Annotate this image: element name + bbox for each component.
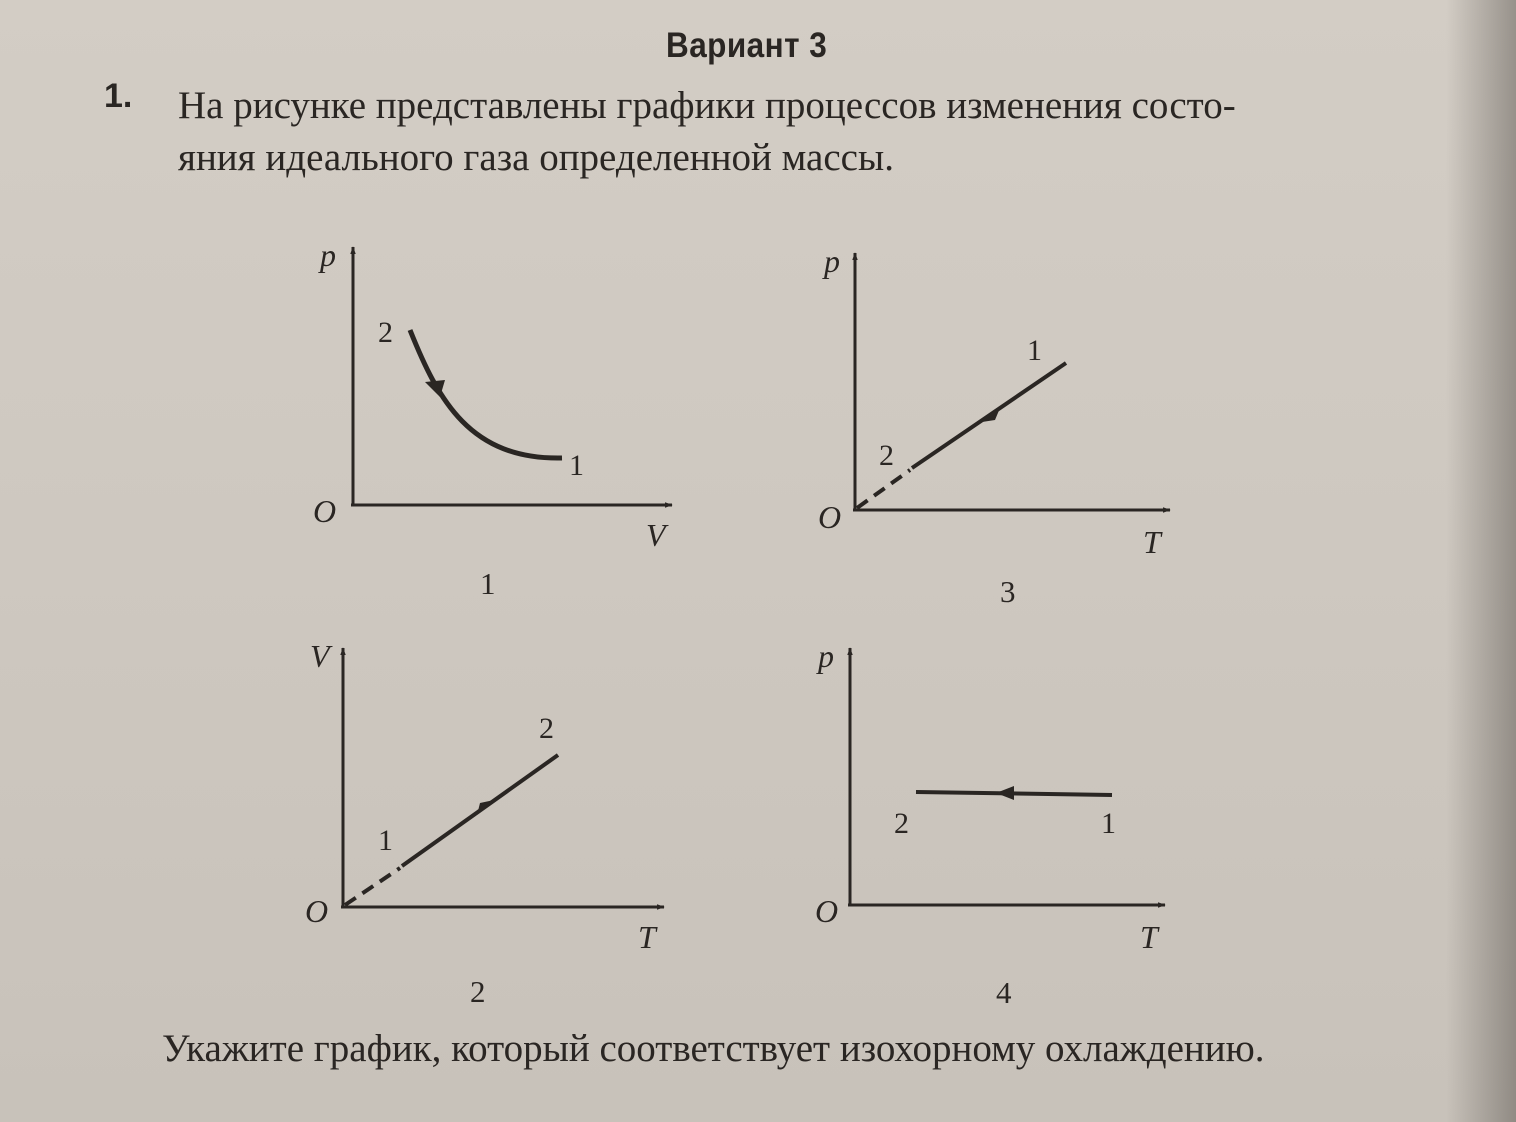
graph-4-direction-arrow	[996, 786, 1014, 800]
graph-3-x-label: T	[1143, 524, 1161, 560]
graph-1-curve	[410, 330, 562, 458]
task-statement-line-2: яния идеального газа определенной массы.	[178, 136, 894, 179]
graph-4-point-start-label: 1	[1101, 807, 1116, 840]
graph-4-origin-label: O	[815, 893, 839, 929]
question-text: Укажите график, который соответствует изохорному охлаждению.	[162, 1027, 1265, 1070]
task-number: 1.	[104, 77, 133, 115]
graph-1-x-label: V	[646, 517, 666, 553]
graph-3-caption: 3	[1000, 574, 1016, 609]
graph-4-y-label: p	[818, 638, 834, 674]
graph-1-origin-label: O	[313, 493, 337, 529]
graph-4-x-label: T	[1140, 919, 1158, 955]
graph-3-y-label: p	[824, 243, 840, 279]
graph-2-point-start-label: 1	[378, 824, 393, 857]
graph-2-origin-label: O	[305, 893, 329, 929]
graph-4-point-end-label: 2	[894, 807, 909, 840]
graph-1-point-end-label: 2	[378, 316, 393, 349]
graph-3-origin-label: O	[818, 499, 842, 535]
task-statement-line-1: На рисунке представлены графики процессов изменения состо-	[178, 84, 1236, 127]
graph-4-caption: 4	[996, 975, 1012, 1010]
graph-1	[313, 237, 672, 601]
graph-2-x-label: T	[638, 919, 656, 955]
graph-2-caption: 2	[470, 974, 486, 1009]
graph-3-point-start-label: 1	[1027, 334, 1042, 367]
graph-4	[815, 638, 1165, 1010]
graph-3	[818, 243, 1170, 609]
graph-2	[305, 638, 664, 1009]
graph-2-point-end-label: 2	[539, 712, 554, 745]
graph-1-y-label: p	[320, 237, 336, 273]
graph-1-caption: 1	[480, 566, 496, 601]
graph-3-process-line	[912, 363, 1066, 468]
variant-title: Вариант 3	[666, 26, 828, 65]
graph-2-y-label: V	[310, 638, 330, 674]
graph-2-dashed-extension	[345, 868, 400, 905]
graph-3-dashed-extension	[857, 470, 910, 508]
graph-1-point-start-label: 1	[569, 449, 584, 482]
graph-3-point-end-label: 2	[879, 439, 894, 472]
